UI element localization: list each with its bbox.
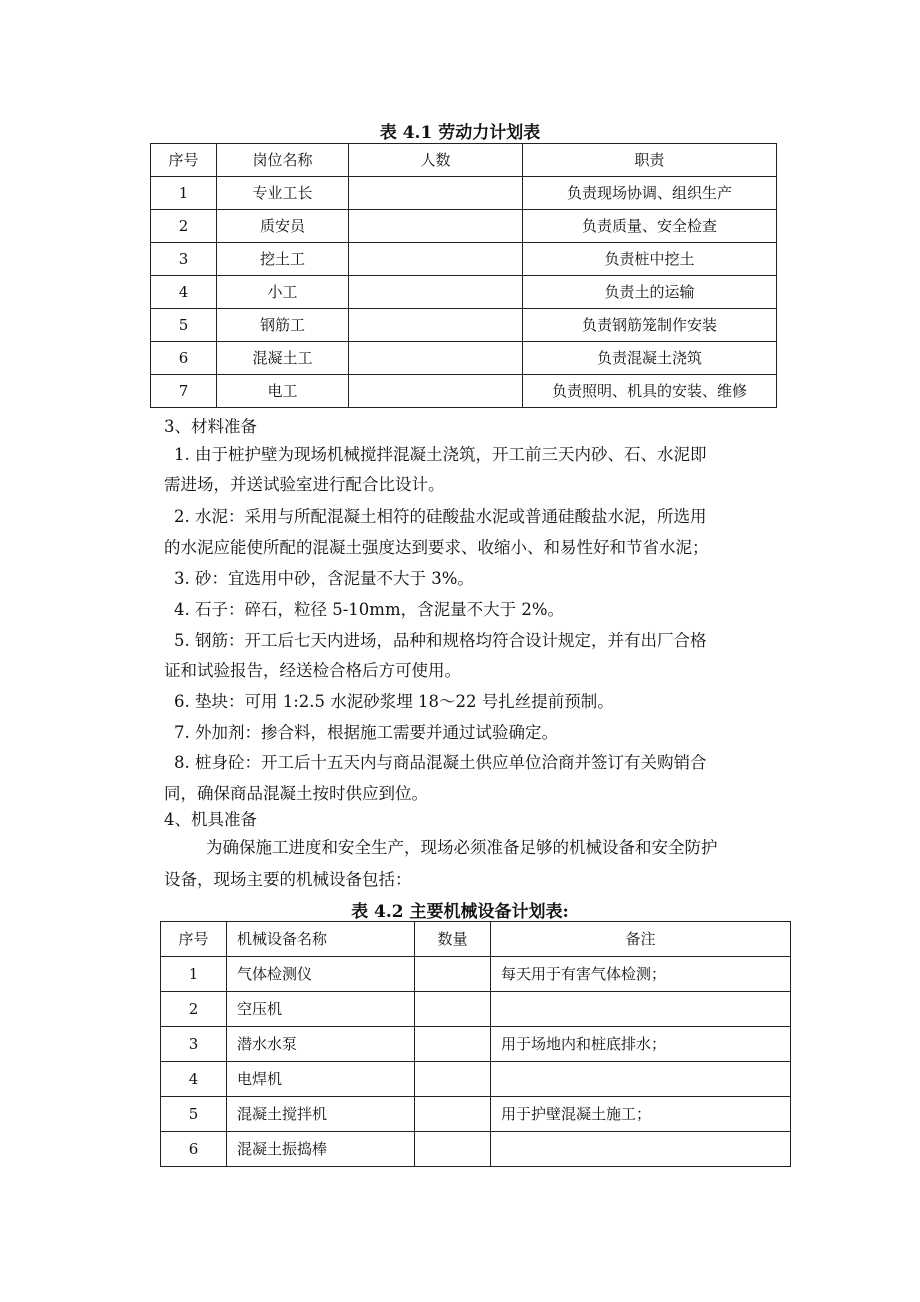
cell-index: 6 bbox=[161, 1132, 227, 1167]
cell-index: 6 bbox=[151, 342, 217, 375]
labor-plan-table bbox=[150, 143, 777, 408]
cell-quantity bbox=[415, 1132, 491, 1167]
cell-remark bbox=[491, 1062, 791, 1097]
paragraph-line: 同，确保商品混凝土按时供应到位。 bbox=[164, 784, 428, 803]
cell-remark bbox=[491, 992, 791, 1027]
cell-remark: 每天用于有害气体检测； bbox=[491, 957, 791, 992]
cell-index: 2 bbox=[161, 992, 227, 1027]
table-row bbox=[161, 992, 791, 1027]
paragraph-line: 设备，现场主要的机械设备包括： bbox=[164, 870, 412, 889]
cell-position: 质安员 bbox=[217, 210, 349, 243]
cell-position: 挖土工 bbox=[217, 243, 349, 276]
cell-duty: 负责质量、安全检查 bbox=[523, 210, 777, 243]
equipment-plan-table bbox=[160, 921, 791, 1167]
header-cell: 岗位名称 bbox=[217, 144, 349, 177]
cell-equipment: 电焊机 bbox=[227, 1062, 415, 1097]
cell-duty: 负责混凝土浇筑 bbox=[523, 342, 777, 375]
table-row bbox=[161, 1097, 791, 1132]
cell-remark: 用于场地内和桩底排水； bbox=[491, 1027, 791, 1062]
cell-index: 7 bbox=[151, 375, 217, 408]
paragraph-line: 5. 钢筋：开工后七天内进场，品种和规格均符合设计规定，并有出厂合格 bbox=[174, 631, 707, 650]
table2-caption: 表 4.2 主要机械设备计划表: bbox=[351, 902, 569, 922]
header-cell: 序号 bbox=[161, 922, 227, 957]
cell-count bbox=[349, 177, 523, 210]
paragraph-line: 8. 桩身砼：开工后十五天内与商品混凝土供应单位洽商并签订有关购销合 bbox=[174, 753, 707, 772]
cell-quantity bbox=[415, 992, 491, 1027]
header-cell: 人数 bbox=[349, 144, 523, 177]
cell-equipment: 混凝土搅拌机 bbox=[227, 1097, 415, 1132]
cell-index: 1 bbox=[151, 177, 217, 210]
cell-equipment: 混凝土振捣棒 bbox=[227, 1132, 415, 1167]
header-cell: 数量 bbox=[415, 922, 491, 957]
cell-duty: 负责土的运输 bbox=[523, 276, 777, 309]
cell-equipment: 潜水水泵 bbox=[227, 1027, 415, 1062]
cell-equipment: 空压机 bbox=[227, 992, 415, 1027]
cell-duty: 负责钢筋笼制作安装 bbox=[523, 309, 777, 342]
cell-duty: 负责桩中挖土 bbox=[523, 243, 777, 276]
paragraph-line: 6. 垫块：可用 1:2.5 水泥砂浆埋 18～22 号扎丝提前预制。 bbox=[174, 692, 614, 711]
cell-index: 3 bbox=[161, 1027, 227, 1062]
cell-quantity bbox=[415, 957, 491, 992]
cell-index: 1 bbox=[161, 957, 227, 992]
cell-quantity bbox=[415, 1062, 491, 1097]
paragraph-line: 为确保施工进度和安全生产，现场必须准备足够的机械设备和安全防护 bbox=[206, 838, 718, 857]
paragraph-line: 3. 砂：宜选用中砂，含泥量不大于 3%。 bbox=[174, 569, 474, 588]
paragraph-line: 7. 外加剂：掺合料，根据施工需要并通过试验确定。 bbox=[174, 723, 558, 742]
cell-index: 5 bbox=[151, 309, 217, 342]
cell-remark bbox=[491, 1132, 791, 1167]
cell-position: 电工 bbox=[217, 375, 349, 408]
table-header-row bbox=[161, 922, 791, 957]
table-row bbox=[161, 1027, 791, 1062]
table-row bbox=[151, 375, 777, 408]
paragraph-line: 证和试验报告，经送检合格后方可使用。 bbox=[164, 661, 461, 680]
cell-position: 小工 bbox=[217, 276, 349, 309]
paragraph-line: 需进场，并送试验室进行配合比设计。 bbox=[164, 475, 445, 494]
table-row bbox=[151, 309, 777, 342]
table-row bbox=[161, 1132, 791, 1167]
table1-caption: 表 4.1 劳动力计划表 bbox=[379, 123, 541, 143]
cell-index: 4 bbox=[151, 276, 217, 309]
cell-count bbox=[349, 243, 523, 276]
cell-position: 混凝土工 bbox=[217, 342, 349, 375]
header-cell: 备注 bbox=[491, 922, 791, 957]
table-header-row bbox=[151, 144, 777, 177]
table-row bbox=[151, 177, 777, 210]
cell-equipment: 气体检测仪 bbox=[227, 957, 415, 992]
table-row bbox=[151, 243, 777, 276]
cell-count bbox=[349, 210, 523, 243]
cell-position: 钢筋工 bbox=[217, 309, 349, 342]
cell-remark: 用于护壁混凝土施工； bbox=[491, 1097, 791, 1132]
header-cell: 职责 bbox=[523, 144, 777, 177]
cell-count bbox=[349, 276, 523, 309]
cell-duty: 负责照明、机具的安装、维修 bbox=[523, 375, 777, 408]
cell-count bbox=[349, 342, 523, 375]
cell-index: 5 bbox=[161, 1097, 227, 1132]
cell-count bbox=[349, 309, 523, 342]
paragraph-line: 1. 由于桩护壁为现场机械搅拌混凝土浇筑，开工前三天内砂、石、水泥即 bbox=[174, 445, 707, 464]
cell-index: 4 bbox=[161, 1062, 227, 1097]
table-row bbox=[151, 276, 777, 309]
header-cell: 机械设备名称 bbox=[227, 922, 415, 957]
table-row bbox=[161, 1062, 791, 1097]
cell-count bbox=[349, 375, 523, 408]
paragraph-line: 4. 石子：碎石，粒径 5-10mm，含泥量不大于 2%。 bbox=[174, 600, 565, 619]
section-4-heading: 4、机具准备 bbox=[164, 810, 257, 829]
cell-position: 专业工长 bbox=[217, 177, 349, 210]
table-row bbox=[151, 210, 777, 243]
table-row bbox=[151, 342, 777, 375]
cell-duty: 负责现场协调、组织生产 bbox=[523, 177, 777, 210]
cell-index: 2 bbox=[151, 210, 217, 243]
cell-quantity bbox=[415, 1027, 491, 1062]
section-3-heading: 3、材料准备 bbox=[164, 417, 257, 436]
cell-quantity bbox=[415, 1097, 491, 1132]
paragraph-line: 的水泥应能使所配的混凝土强度达到要求、收缩小、和易性好和节省水泥； bbox=[164, 538, 709, 557]
cell-index: 3 bbox=[151, 243, 217, 276]
paragraph-line: 2. 水泥：采用与所配混凝土相符的硅酸盐水泥或普通硅酸盐水泥，所选用 bbox=[174, 507, 707, 526]
header-cell: 序号 bbox=[151, 144, 217, 177]
table-row bbox=[161, 957, 791, 992]
